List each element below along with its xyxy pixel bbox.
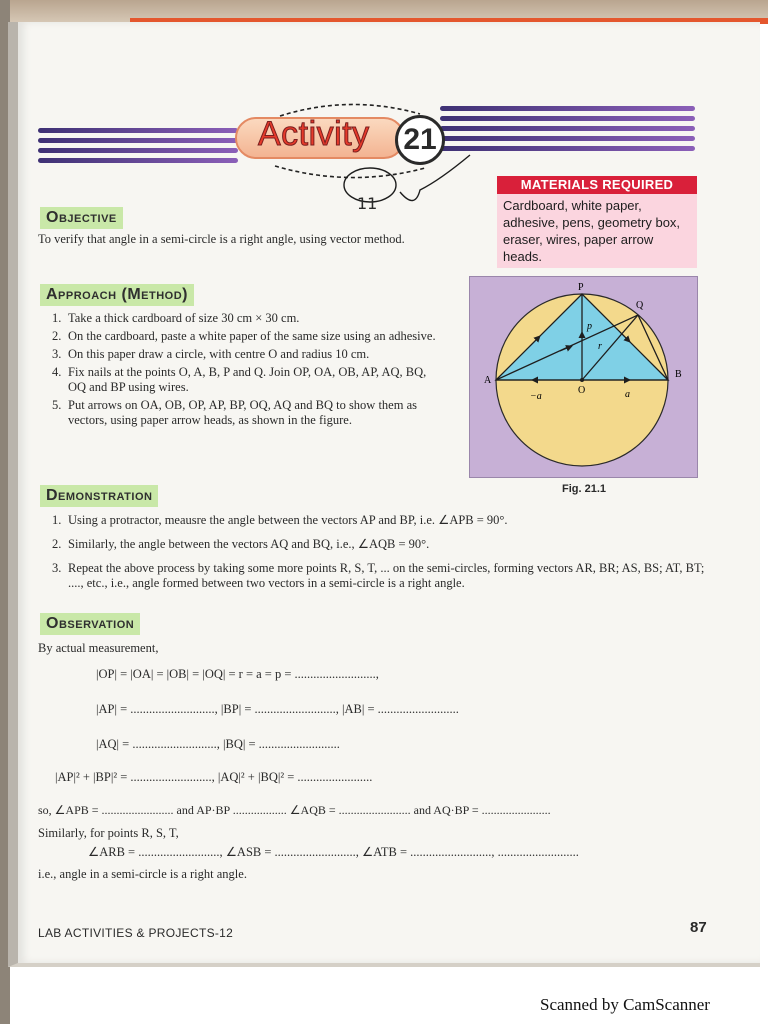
list-item <box>52 513 712 528</box>
demonstration-heading: Demonstration <box>40 485 158 507</box>
label-a: A <box>484 375 492 386</box>
materials-box <box>497 176 697 268</box>
header-stripes-left <box>38 128 238 176</box>
observation-heading: Observation <box>40 613 140 635</box>
objective-text: To verify that angle in a semi-circle is a right angle, using vector method. <box>38 232 405 246</box>
label-vector-p: p <box>587 321 592 332</box>
step-number: 1. <box>52 311 62 325</box>
list-item <box>52 347 447 362</box>
label-vector-r: r <box>598 341 602 352</box>
observation-line-6: Similarly, for points R, S, T, <box>38 826 179 840</box>
label-vector-a: a <box>625 389 630 400</box>
handwritten-number: 11 <box>357 194 378 213</box>
list-item <box>52 537 712 552</box>
step-number: 2. <box>52 329 62 343</box>
step-number: 3. <box>52 347 62 361</box>
observation-line-1: |OP| = |OA| = |OB| = |OQ| = r = a = p = .........................., <box>96 667 379 681</box>
list-item <box>52 398 447 428</box>
observation-line-7: ∠ARB = .........................., ∠ASB = .........................., ∠ATB = .........................., .......................... <box>88 845 579 859</box>
activity-number: 21 <box>395 115 445 165</box>
list-item <box>52 561 712 591</box>
materials-text: Cardboard, white paper, adhesive, pens, geometry box, eraser, wires, paper arrow heads. <box>503 198 681 264</box>
label-vector-neg-a: −a <box>530 391 542 402</box>
observation-line-3: |AQ| = ..........................., |BQ| = .......................... <box>96 737 340 751</box>
list-item <box>52 365 447 395</box>
step-number: 1. <box>52 513 62 527</box>
label-o: O <box>578 385 586 396</box>
step-number: 5. <box>52 398 62 412</box>
objective-heading: Objective <box>40 207 123 229</box>
label-q: Q <box>636 300 644 311</box>
step-number: 4. <box>52 365 62 379</box>
header-stripes-right <box>440 106 695 154</box>
observation-conclusion: i.e., angle in a semi-circle is a right angle. <box>38 867 247 881</box>
step-text: Using a protractor, meausre the angle between the vectors AP and BP, i.e. ∠APB = 90°. <box>68 513 508 527</box>
demonstration-list <box>52 513 712 594</box>
label-p: P <box>578 282 584 293</box>
activity-title: Activity <box>258 115 370 153</box>
step-text: Take a thick cardboard of size 30 cm × 30 cm. <box>68 311 300 325</box>
step-text: On this paper draw a circle, with centre O and radius 10 cm. <box>68 347 370 361</box>
scan-background-top <box>0 0 768 24</box>
observation-line-4: |AP|² + |BP|² = .........................., |AQ|² + |BQ|² = ........................ <box>55 770 373 784</box>
list-item <box>52 329 447 344</box>
step-text: Repeat the above process by taking some more points R, S, T, ... on the semi-circles, forming vectors AR, BR; AS, BS; AT, BT; ...., etc., i.e., angle formed between two vectors in a semi-circle is a right angle. <box>68 561 705 590</box>
step-text: On the cardboard, paste a white paper of the same size using an adhesive. <box>68 329 436 343</box>
observation-line-5: so, ∠APB = ........................ and AP·BP .................. ∠AQB = ........................ and AQ·BP = ....................... <box>38 803 551 817</box>
label-b: B <box>675 369 682 380</box>
list-item <box>52 311 447 326</box>
point-o <box>580 378 584 382</box>
materials-title: MATERIALS REQUIRED <box>497 176 697 194</box>
approach-heading: Approach (Method) <box>40 284 194 306</box>
observation-intro: By actual measurement, <box>38 641 159 655</box>
step-number: 2. <box>52 537 62 551</box>
scanner-watermark: Scanned by CamScanner <box>540 995 710 1014</box>
step-text: Put arrows on OA, OB, OP, AP, BP, OQ, AQ and BQ to show them as vectors, using paper arrow heads, as shown in the figure. <box>68 398 417 427</box>
figure-caption: Fig. 21.1 <box>562 483 607 495</box>
step-number: 3. <box>52 561 62 575</box>
semicircle-diagram <box>470 277 697 477</box>
footer-book-title: LAB ACTIVITIES & PROJECTS-12 <box>38 926 234 940</box>
figure-panel <box>470 277 697 477</box>
step-text: Similarly, the angle between the vectors AQ and BQ, i.e., ∠AQB = 90°. <box>68 537 430 551</box>
observation-line-2: |AP| = ..........................., |BP| = .........................., |AB| = .......................... <box>96 702 459 716</box>
page-number: 87 <box>690 919 707 936</box>
step-text: Fix nails at the points O, A, B, P and Q. Join OP, OA, OB, AP, AQ, BQ, OQ and BP using wires. <box>68 365 427 394</box>
approach-list <box>52 311 447 431</box>
